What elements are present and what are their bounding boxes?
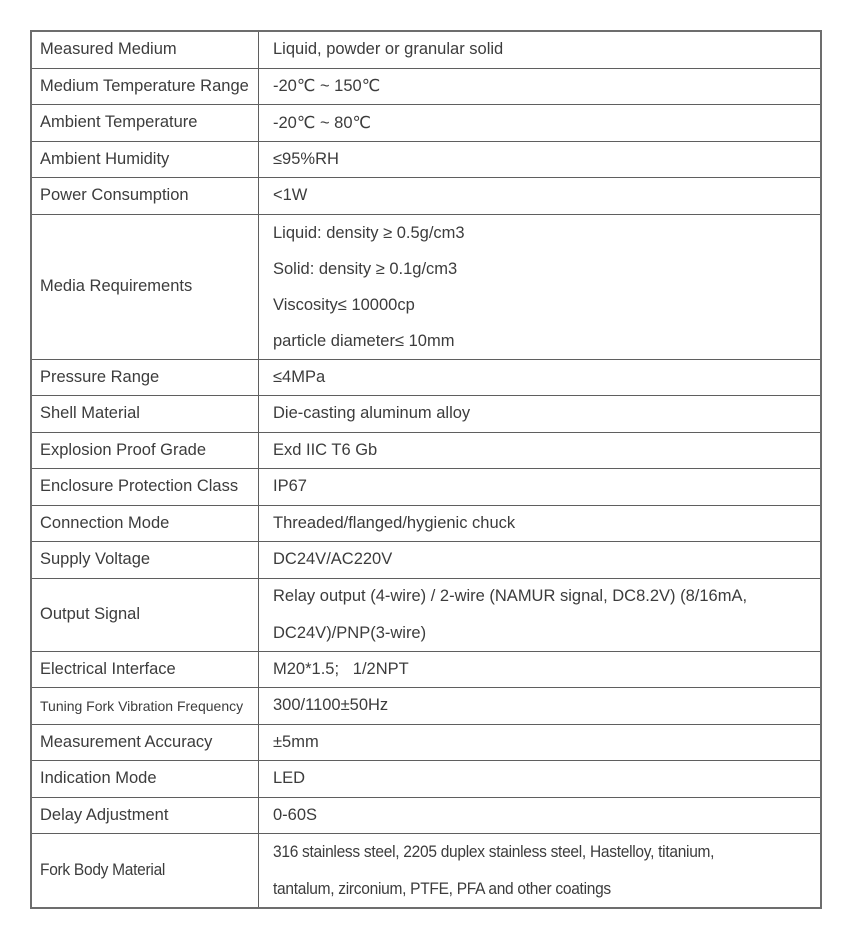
spec-label: Enclosure Protection Class [32,469,259,505]
spec-value: Exd IIC T6 Gb [273,440,378,459]
spec-value [259,215,820,359]
table-row-shell-material [32,396,820,433]
spec-value-line: Viscosity≤ 10000cp [273,296,415,314]
spec-value: IP67 [273,477,307,496]
spec-label: Output Signal [32,579,259,651]
table-row-indication-mode [32,761,820,798]
spec-value-line: Solid: density ≥ 0.1g/cm3 [273,259,458,278]
table-row-medium-temperature-range [32,69,820,106]
spec-value: 0-60S [273,805,318,824]
spec-value [259,834,820,907]
spec-value-text: 316 stainless steel, 2205 duplex stainless steel, Hastelloy, titanium, tantalum, zirconium, PTFE, PFA and other coatings [273,843,715,898]
spec-label: Measurement Accuracy [32,725,259,761]
spec-value: LED [273,769,306,788]
table-row-ambient-temperature [32,105,820,142]
spec-label: Ambient Humidity [32,142,259,178]
table-row-electrical-interface [32,652,820,689]
spec-value: ≤95%RH [273,149,339,168]
spec-value: Liquid, powder or granular solid [273,40,504,59]
spec-label: Supply Voltage [32,542,259,578]
spec-label [32,834,259,907]
spec-label: Power Consumption [32,178,259,214]
table-row-power-consumption [32,178,820,215]
spec-label: Medium Temperature Range [32,69,259,105]
spec-label: Media Requirements [32,215,259,359]
table-row-fork-body-material [32,834,820,907]
spec-value [259,579,820,651]
spec-label: Explosion Proof Grade [32,433,259,469]
table-row-ambient-humidity [32,142,820,179]
spec-value: -20℃ ~ 80℃ [273,113,372,132]
spec-label: Tuning Fork Vibration Frequency [32,688,259,724]
spec-label: Delay Adjustment [32,798,259,834]
spec-value: 300/1100±50Hz [273,696,389,715]
spec-value-line: particle diameter≤ 10mm [273,332,455,351]
spec-label: Pressure Range [32,360,259,396]
spec-label: Shell Material [32,396,259,432]
table-row-supply-voltage [32,542,820,579]
table-row-connection-mode [32,506,820,543]
table-row-measurement-accuracy [32,725,820,762]
spec-value: ≤4MPa [273,367,326,386]
spec-label: Measured Medium [32,32,259,68]
table-row-tuning-fork-vibration-frequency [32,688,820,725]
table-row-explosion-proof-grade [32,433,820,470]
spec-value: <1W [273,186,308,205]
spec-label: Indication Mode [32,761,259,797]
table-row-delay-adjustment [32,798,820,835]
spec-label: Electrical Interface [32,652,259,688]
spec-value: DC24V/AC220V [273,550,393,569]
table-row-measured-medium [32,32,820,69]
spec-value-line: Liquid: density ≥ 0.5g/cm3 [273,223,465,242]
spec-value: M20*1.5; 1/2NPT [273,659,409,678]
table-row-media-requirements [32,215,820,360]
spec-value: Threaded/flanged/hygienic chuck [273,513,516,532]
spec-label: Ambient Temperature [32,105,259,141]
table-row-enclosure-protection-class [32,469,820,506]
spec-value: -20℃ ~ 150℃ [273,77,381,96]
table-row-output-signal [32,579,820,652]
spec-value: Die-casting aluminum alloy [273,404,471,423]
spec-value: ±5mm [273,732,319,751]
spec-value-text: Relay output (4-wire) / 2-wire (NAMUR signal, DC8.2V) (8/16mA, DC24V)/PNP(3-wire) [273,587,748,642]
spec-label: Connection Mode [32,506,259,542]
specification-table [30,30,822,909]
spec-label-text: Fork Body Material [40,861,166,879]
table-row-pressure-range [32,360,820,397]
